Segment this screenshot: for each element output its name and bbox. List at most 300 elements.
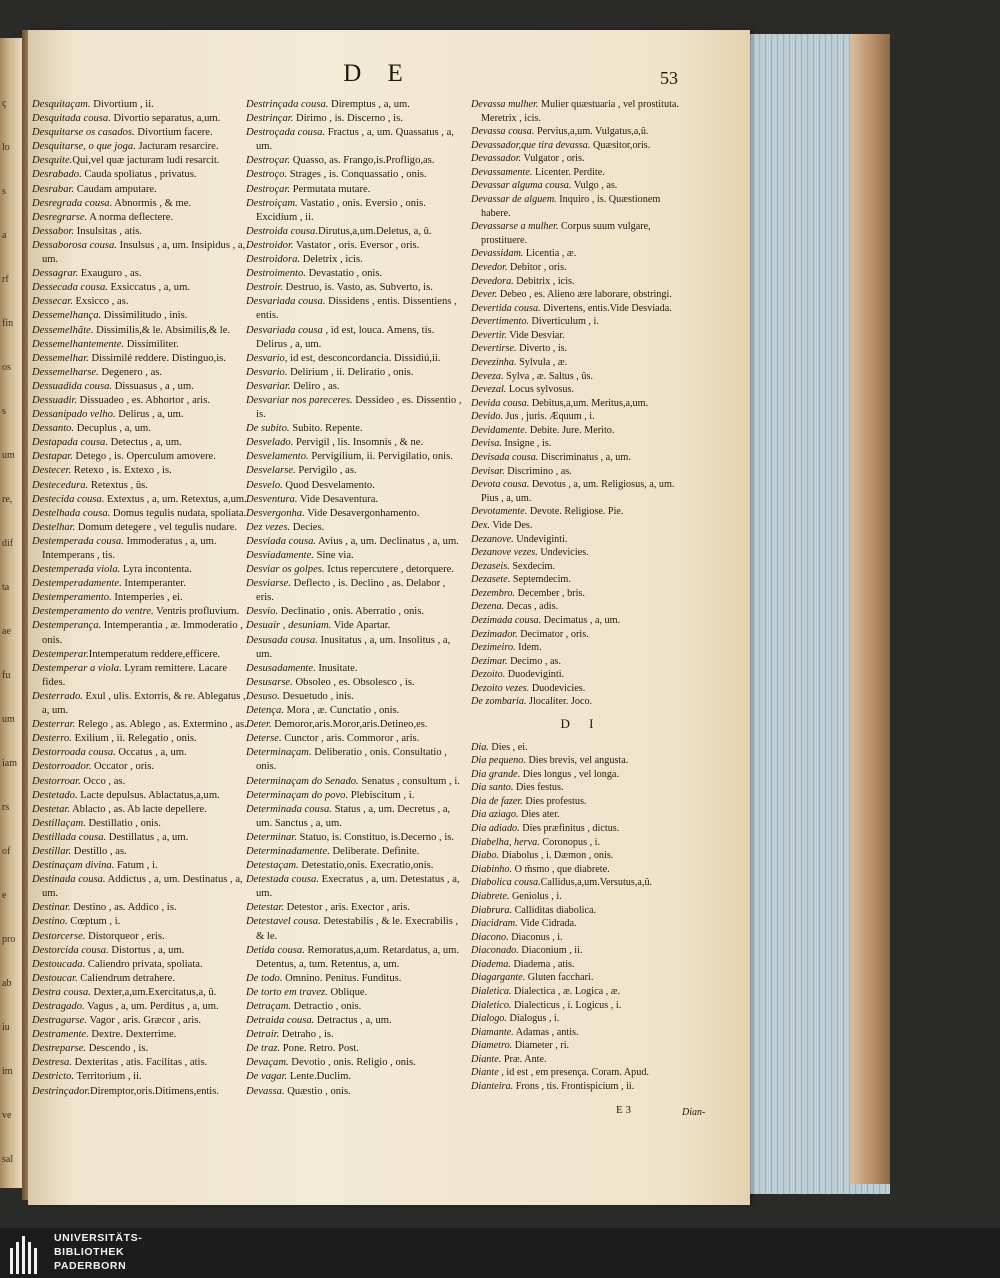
dictionary-entry — [246, 366, 466, 380]
dictionary-entry — [246, 845, 466, 859]
entry-translation: Ictus repercutere , detorquere. — [324, 564, 454, 576]
entry-translation: Dissimilitudo , inis. — [101, 310, 188, 322]
entry-translation: Jacturam resarcire. — [135, 141, 219, 153]
left-page-fragment: ta — [2, 582, 10, 593]
entry-headword: Destapar. — [32, 451, 73, 463]
entry-translation: Callidus,a,um.Versutus,a,û. — [540, 877, 653, 889]
entry-translation: Inusitatus , a, um. Insolitus , a, um. — [256, 634, 451, 660]
entry-headword: Determinadamente. — [246, 845, 330, 857]
dictionary-entry — [471, 628, 691, 642]
entry-translation: Domus tegulis nudata, spoliata. — [110, 507, 247, 519]
dictionary-entry — [246, 662, 466, 676]
entry-translation: Debitor , oris. — [507, 261, 567, 273]
left-page-fragment: sal — [2, 1154, 14, 1165]
entry-headword: Dessecada cousa. — [32, 282, 108, 294]
entry-translation: Frons , tis. Frontispicium , ii. — [513, 1081, 635, 1093]
entry-translation: Discriminatus , a, um. — [538, 452, 631, 464]
entry-translation: Duodevicies. — [529, 682, 586, 694]
entry-headword: Devassar alguma cousa. — [471, 180, 572, 192]
dictionary-entry — [471, 944, 691, 958]
entry-headword: Destroçar. — [246, 155, 291, 167]
entry-translation: Vide Desviar. — [506, 329, 565, 341]
entry-headword: Dezoito. — [471, 669, 506, 681]
entry-headword: Dialogo. — [471, 1013, 507, 1025]
left-page-fragment: um — [2, 714, 15, 725]
dictionary-entry — [32, 873, 252, 901]
dictionary-entry — [246, 98, 466, 112]
dictionary-entry — [32, 845, 252, 859]
entry-headword: Dezasete. — [471, 574, 511, 586]
entry-headword: Dessemelhantemente. — [32, 338, 125, 350]
page-number: 53 — [660, 68, 678, 88]
entry-headword: Devassamente. — [471, 166, 533, 178]
dictionary-entry — [471, 261, 691, 275]
dictionary-entry — [471, 519, 691, 533]
dictionary-entry — [471, 505, 691, 519]
dictionary-entry — [32, 662, 252, 690]
entry-headword: Dezoito vezes. — [471, 682, 530, 694]
dictionary-entry — [32, 986, 252, 1000]
entry-translation: Jus , juris. Æquum , i. — [502, 411, 595, 423]
dictionary-entry — [471, 849, 691, 863]
dictionary-entry — [32, 309, 252, 323]
entry-translation: Pervigil , lis. Insomnis , & ne. — [293, 437, 424, 449]
dictionary-entry — [246, 831, 466, 845]
dictionary-entry — [471, 139, 691, 153]
entry-translation: Duodeviginti. — [505, 669, 565, 681]
entry-translation: Ventris profluvium. — [153, 606, 240, 618]
entry-translation: Immoderatus , a, um. Intemperans , tis. — [42, 535, 217, 561]
entry-translation: Exauguro , as. — [78, 268, 142, 280]
entry-headword: Devido. — [471, 411, 503, 423]
entry-translation: Sexdecim. — [509, 560, 556, 572]
entry-translation: Licenter. Perdite. — [532, 166, 605, 178]
entry-headword: Destinaçam divina. — [32, 860, 115, 872]
dictionary-entry — [32, 591, 252, 605]
entry-translation: Exilium , ii. Relegatio , onis. — [71, 733, 197, 745]
entry-headword: Determinaçam do Senado. — [246, 775, 359, 787]
dictionary-entry — [246, 450, 466, 464]
entry-headword: Diabrete. — [471, 890, 510, 902]
left-page-fragment: fin — [2, 318, 14, 329]
entry-translation: Decimatus , a, um. — [541, 614, 621, 626]
entry-headword: Destelhar. — [32, 521, 76, 533]
catchword: Dian- — [682, 1107, 706, 1118]
entry-translation: Status , a, um. Decretus , a, um. Sanctus , a, um. — [256, 803, 451, 829]
entry-translation: Strages , is. Conquassatio , onis. — [287, 169, 427, 181]
entry-translation: Debitrix , icis. — [513, 275, 575, 287]
entry-headword: Diabo. — [471, 850, 500, 862]
entry-translation: Dirutus,a,um.Deletus, a, û. — [318, 225, 432, 237]
entry-translation: Dies præfinitus , dictus. — [519, 823, 620, 835]
dictionary-entry — [471, 587, 691, 601]
entry-translation: Devotio , onis. Religio , onis. — [288, 1057, 416, 1069]
entry-translation: Debite. Jure. Merito. — [527, 424, 615, 436]
entry-translation: Lyram remittere. Lacare fides. — [42, 662, 228, 688]
entry-headword: Destramente. — [32, 1029, 89, 1041]
dictionary-entry — [32, 944, 252, 958]
entry-headword: Desviada cousa. — [246, 535, 317, 547]
entry-headword: Desvelo. — [246, 479, 283, 491]
dictionary-entry — [32, 803, 252, 817]
left-page-fragment: re, — [2, 494, 13, 505]
entry-headword: Dia adiado. — [471, 823, 520, 835]
entry-translation: , id est, louca. Amens, tis. Delirus , a, um. — [256, 324, 435, 350]
entry-translation: Relego , as. Ablego , as. Extermino , as. — [75, 719, 247, 731]
left-page-fragment: s — [2, 186, 6, 197]
dictionary-entry — [32, 479, 252, 493]
entry-translation: Licentia , æ. — [523, 248, 577, 260]
dictionary-entry — [471, 424, 691, 438]
entry-headword: Destroidora. — [246, 254, 301, 266]
entry-headword: Devedora. — [471, 275, 514, 287]
entry-headword: Desusadamente. — [246, 662, 316, 674]
entry-translation: Locus sylvosus. — [506, 384, 574, 396]
entry-translation: Dissuasus , a , um. — [112, 380, 194, 392]
dictionary-entry — [246, 1070, 466, 1084]
dictionary-entry — [246, 718, 466, 732]
entry-translation: Domum detegere , vel tegulis nudare. — [75, 521, 238, 533]
dictionary-entry — [471, 478, 691, 505]
dictionary-entry — [246, 168, 466, 182]
entry-translation: Diremptor,oris.Ditimens,entis. — [89, 1085, 220, 1097]
entry-translation: Pone. Retro. Post. — [280, 1043, 360, 1055]
dictionary-entry — [32, 507, 252, 521]
dictionary-entry — [32, 267, 252, 281]
entry-headword: Devertirse. — [471, 343, 517, 355]
dictionary-entry — [471, 890, 691, 904]
dictionary-entry — [246, 436, 466, 450]
entry-translation: Calliditas diabolica. — [512, 904, 597, 916]
entry-headword: Dezimada cousa. — [471, 614, 542, 626]
entry-translation: Pervigilium, ii. Pervigilatio, onis. — [308, 451, 453, 463]
entry-translation: Dissimiliter. — [124, 338, 179, 350]
entry-headword: Devertimento. — [471, 316, 529, 328]
entry-translation: Caliendro privata, spoliata. — [85, 958, 203, 970]
dictionary-entry — [471, 808, 691, 822]
entry-translation: Vastator , oris. Eversor , oris. — [293, 239, 420, 251]
dictionary-entry — [246, 972, 466, 986]
left-page-fragment: fu — [2, 670, 11, 681]
entry-translation: Quod Desvelamento. — [282, 479, 375, 491]
left-page-fragment: pro — [2, 934, 16, 945]
entry-headword: Devassa mulher. — [471, 99, 539, 110]
dictionary-entry — [471, 876, 691, 890]
entry-headword: Destroir. — [246, 282, 283, 294]
dictionary-entry — [32, 535, 252, 563]
entry-translation: Dextre. Dexterrime. — [88, 1029, 177, 1041]
dictionary-entry — [471, 614, 691, 628]
entry-headword: Destorroar. — [32, 775, 81, 787]
dictionary-entry — [471, 822, 691, 836]
entry-headword: Diabinho. — [471, 863, 513, 875]
entry-headword: Dessanto. — [32, 423, 75, 435]
entry-headword: Destecer. — [32, 465, 72, 477]
entry-headword: Detraida cousa. — [246, 1015, 315, 1027]
entry-headword: Destemperamento do ventre. — [32, 606, 154, 618]
dictionary-entry — [32, 760, 252, 774]
entry-headword: Devezal. — [471, 384, 507, 396]
dictionary-entry — [32, 746, 252, 760]
entry-translation: Dirimo , is. Discerno , is. — [293, 113, 403, 125]
dictionary-entry — [246, 563, 466, 577]
dictionary-entry — [246, 1042, 466, 1056]
entry-translation: Dies brevis, vel angusta. — [525, 755, 629, 767]
entry-headword: De subito. — [246, 423, 290, 435]
entry-translation: Divortium , ii. — [90, 99, 154, 110]
dictionary-entry — [471, 125, 691, 139]
dictionary-entry — [471, 741, 691, 755]
dictionary-entry — [32, 352, 252, 366]
entry-headword: Dia de fazer. — [471, 795, 523, 807]
entry-translation: Destillatio , onis. — [85, 817, 161, 829]
entry-translation: Abnormis , & me. — [112, 197, 192, 209]
entry-headword: Dezimador. — [471, 628, 518, 640]
dictionary-entry — [32, 901, 252, 915]
entry-translation: Devote. Religiose. Pie. — [527, 506, 624, 518]
dictionary-entry — [32, 338, 252, 352]
entry-headword: Destroidor. — [246, 239, 294, 251]
dictionary-entry — [32, 126, 252, 140]
dictionary-entry — [471, 863, 691, 877]
dictionary-entry — [471, 1053, 691, 1067]
entry-translation: Subito. Repente. — [289, 423, 363, 435]
entry-translation: Diaconus , i. — [508, 931, 563, 943]
dictionary-entry — [246, 225, 466, 239]
entry-headword: Desquitarse os casados. — [32, 127, 135, 139]
dictionary-entry — [471, 533, 691, 547]
entry-translation: Omnino. Penitus. Funditus. — [282, 972, 402, 984]
dictionary-entry — [32, 1042, 252, 1056]
entry-translation: Dessideo , es. Dissentio , is. — [256, 394, 462, 421]
entry-headword: Destreparse. — [32, 1043, 87, 1055]
entry-translation: Septemdecim. — [510, 574, 571, 586]
dictionary-entry — [246, 380, 466, 394]
dictionary-entry — [32, 366, 252, 380]
column-3 — [471, 98, 691, 1094]
dictionary-entry — [246, 352, 466, 366]
entry-translation: Dies longus , vel longa. — [520, 768, 620, 780]
entry-headword: Dez vezes. — [246, 521, 291, 533]
entry-translation: Divertens, entis.Vide Desviada. — [540, 302, 672, 314]
entry-translation: Permutata mutare. — [290, 183, 371, 195]
dictionary-entry — [32, 690, 252, 718]
entry-translation: Dialecticus , i. Logicus , i. — [511, 999, 622, 1011]
entry-translation: Oblique. — [327, 986, 368, 998]
entry-headword: Desquitaçam. — [32, 99, 91, 110]
dictionary-entry — [471, 768, 691, 782]
entry-headword: Detraçam. — [246, 1001, 292, 1012]
entry-translation: Ablacto , as. Ab lacte depellere. — [69, 803, 207, 815]
dictionary-entry — [471, 600, 691, 614]
dictionary-entry — [32, 211, 252, 225]
entry-translation: Deletrix , icis. — [300, 254, 363, 266]
left-page-fragment: ab — [2, 978, 12, 989]
dictionary-entry — [471, 1012, 691, 1026]
entry-translation: Debeo , es. Alieno ære laborare, obstringi. — [497, 289, 672, 301]
entry-translation: Diverto , is. — [516, 343, 568, 355]
entry-translation: Senatus , consultum , i. — [358, 775, 460, 787]
entry-headword: Desvario, — [246, 352, 288, 364]
entry-headword: Devassa cousa. — [471, 126, 535, 138]
entry-translation: Plebiscitum , i. — [348, 789, 415, 801]
entry-headword: De vagar. — [246, 1071, 288, 1083]
entry-translation: Sine via. — [313, 550, 354, 561]
entry-translation: Caliendrum detrahere. — [77, 972, 175, 984]
entry-headword: Devezinha. — [471, 356, 517, 368]
entry-translation: Diameter , ri. — [512, 1040, 570, 1052]
dictionary-entry — [471, 465, 691, 479]
left-page-fragment: rs — [2, 802, 10, 813]
dictionary-entry — [32, 1028, 252, 1042]
dictionary-entry — [32, 817, 252, 831]
entry-translation: Insulsus , a, um. Insipidus , a, um. — [42, 239, 246, 266]
entry-headword: Dia santo. — [471, 782, 514, 794]
dictionary-entry — [246, 901, 466, 915]
entry-translation: Geniolus , i. — [509, 890, 562, 902]
library-name-line-1: UNIVERSITÄTS- — [54, 1232, 143, 1244]
entry-translation: , id est , em presença. Coram. Apud. — [498, 1067, 649, 1079]
entry-translation: Inusitate. — [315, 662, 358, 674]
dictionary-entry — [246, 605, 466, 619]
entry-headword: Destapada cousa. — [32, 437, 108, 449]
entry-headword: Deter. — [246, 719, 272, 731]
dictionary-entry — [471, 836, 691, 850]
entry-headword: Destresa. — [32, 1057, 72, 1069]
entry-translation: Distorqueor , eris. — [85, 930, 165, 942]
entry-translation: Vulgo , as. — [571, 180, 618, 192]
dictionary-entry — [471, 397, 691, 411]
entry-translation: Detectus , a, um. — [107, 437, 182, 449]
entry-headword: Diante — [471, 1067, 499, 1079]
entry-translation: Extextus , a, um. Retextus, a,um. — [104, 493, 247, 505]
entry-headword: Devisa. — [471, 438, 502, 450]
entry-translation: Fractus , a, um. Quassatus , a, um. — [256, 127, 454, 153]
entry-headword: Desregrarse. — [32, 211, 88, 223]
entry-headword: Desvariada cousa — [246, 324, 323, 336]
entry-headword: Desvergonha. — [246, 507, 305, 519]
dictionary-entry — [246, 1056, 466, 1070]
dictionary-entry — [32, 915, 252, 929]
entry-headword: Desvelado. — [246, 437, 294, 449]
entry-headword: Devertida cousa. — [471, 302, 541, 314]
dictionary-entry — [246, 479, 466, 493]
dictionary-entry — [471, 931, 691, 945]
entry-headword: Desquitarse, o que joga. — [32, 141, 136, 153]
dictionary-entry — [246, 1000, 466, 1014]
entry-headword: Devassar de alguem. — [471, 194, 557, 206]
entry-headword: Detestada cousa. — [246, 874, 319, 886]
entry-translation: Lacte depulsus. Ablactatus,a,um. — [77, 789, 220, 801]
entry-translation: Insulsitas , atis. — [74, 225, 143, 237]
dictionary-entry — [32, 154, 252, 168]
entry-headword: Destillar. — [32, 845, 72, 857]
entry-translation: Mora , æ. Cunctatio , onis. — [283, 705, 400, 717]
dictionary-entry — [246, 549, 466, 563]
entry-headword: Devidamente. — [471, 424, 528, 436]
entry-translation: Lyra incontenta. — [120, 564, 192, 576]
dictionary-entry — [246, 126, 466, 154]
entry-headword: Destemperadamente. — [32, 578, 122, 590]
left-page-fragment: lo — [2, 142, 10, 153]
entry-headword: Destra cousa. — [32, 986, 91, 998]
entry-headword: Dezaseis. — [471, 560, 510, 572]
dictionary-entry — [471, 329, 691, 343]
dictionary-entry — [471, 641, 691, 655]
dictionary-entry — [32, 1070, 252, 1084]
dictionary-entry — [471, 193, 691, 220]
entry-translation: Divortium facere. — [134, 127, 213, 139]
dictionary-entry — [32, 563, 252, 577]
dictionary-entry — [32, 98, 252, 112]
entry-translation: Divortio separatus, a,um. — [110, 113, 221, 125]
entry-translation: Delirium , ii. Deliratio , onis. — [287, 366, 414, 378]
entry-translation: Gluten facchari. — [525, 972, 594, 984]
entry-headword: De torto em travez. — [246, 986, 328, 998]
entry-headword: Diacidram. — [471, 918, 518, 930]
library-logo-icon — [10, 1236, 46, 1274]
dictionary-entry — [246, 1014, 466, 1028]
entry-headword: Detrair. — [246, 1029, 280, 1041]
entry-headword: Devota cousa. — [471, 479, 530, 491]
entry-translation: Undeviginti. — [513, 533, 568, 545]
entry-headword: Dezanove vezes. — [471, 547, 538, 559]
entry-translation: Destillatus , a, um. — [106, 831, 189, 843]
dictionary-entry — [471, 754, 691, 768]
entry-translation: Quæstio , onis. — [284, 1085, 351, 1097]
dictionary-entry — [471, 342, 691, 356]
entry-headword: Desrabar. — [32, 183, 75, 195]
dictionary-entry — [471, 958, 691, 972]
dictionary-entry — [471, 781, 691, 795]
entry-translation: Inquiro , is. Quæstionem habere. — [481, 194, 661, 219]
left-page-fragment: iu — [2, 1022, 10, 1033]
entry-translation: Vulgator , oris. — [521, 153, 585, 165]
entry-headword: Detença. — [246, 705, 284, 717]
dictionary-entry — [32, 281, 252, 295]
dictionary-entry — [246, 112, 466, 126]
entry-translation: Vastatio , onis. Eversio , onis. Excidium , ii. — [256, 197, 426, 223]
dictionary-entry — [246, 394, 466, 422]
entry-headword: Devedor. — [471, 261, 508, 273]
entry-headword: Dezanove. — [471, 533, 514, 545]
entry-translation: Adamas , antis. — [513, 1026, 579, 1038]
dictionary-entry — [471, 166, 691, 180]
dictionary-entry — [246, 873, 466, 901]
entry-translation: Corpus suum vulgare, prostituere. — [481, 221, 651, 246]
dictionary-entry — [246, 295, 466, 323]
entry-translation: Fatum , i. — [114, 860, 158, 872]
entry-headword: Destemperada cousa. — [32, 535, 124, 547]
left-page-fragment: ve — [2, 1110, 12, 1121]
entry-headword: Destoucada. — [32, 958, 86, 970]
entry-headword: Diagargante. — [471, 972, 526, 984]
library-name-line-3: PADERBORN — [54, 1260, 127, 1272]
entry-headword: Desvio. — [246, 606, 279, 618]
entry-translation: Dissidens , entis. Dissentiens , entis. — [256, 296, 457, 322]
entry-translation: Detractio , onis. — [291, 1001, 362, 1012]
left-page-fragment: s — [2, 406, 6, 417]
dictionary-entry — [246, 1028, 466, 1042]
entry-translation: Diremptus , a, um. — [328, 99, 410, 110]
dictionary-entry — [32, 972, 252, 986]
entry-translation: Lente.Duclim. — [287, 1071, 352, 1083]
entry-headword: Dessemelhãte. — [32, 324, 94, 336]
left-page-fragment: im — [2, 1066, 13, 1077]
entry-translation: Occator , oris. — [91, 761, 155, 773]
entry-headword: Dessanipado velho. — [32, 409, 116, 421]
entry-headword: Diabrura. — [471, 904, 513, 916]
